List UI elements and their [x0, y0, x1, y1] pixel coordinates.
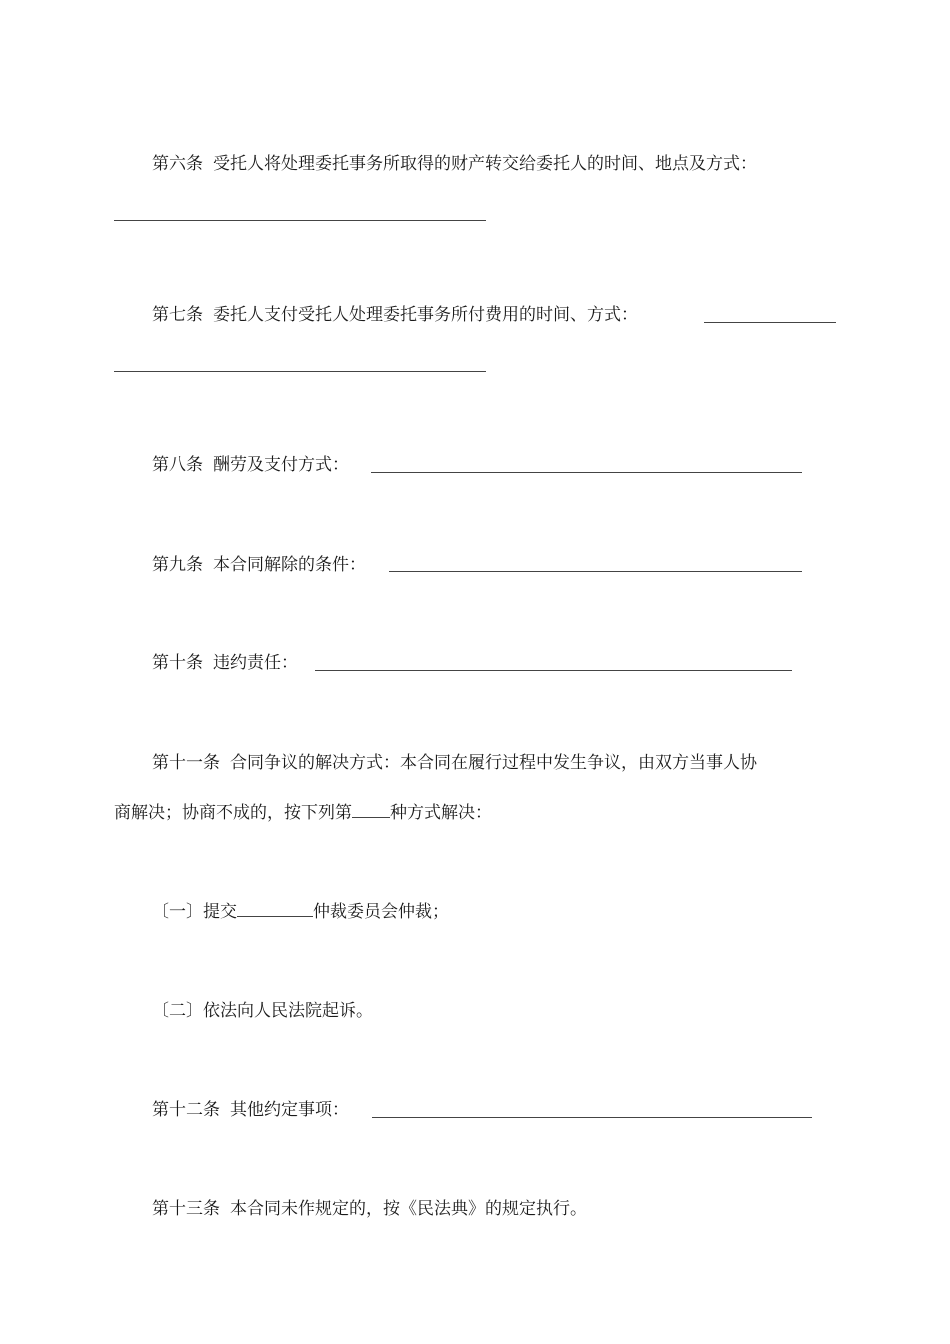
clause-10 — [152, 651, 298, 675]
clause-7 — [152, 303, 638, 327]
clause-12-number: 第十二条 — [152, 1100, 220, 1120]
clause-11-text-1: 合同争议的解决方式：本合同在履行过程中发生争议，由双方当事人协 — [230, 753, 757, 773]
clause-11-line-2 — [114, 801, 492, 825]
clause-9-number: 第九条 — [152, 555, 203, 575]
clause-11-text-2b: 种方式解决： — [390, 803, 492, 823]
option-1-suffix: 仲裁委员会仲裁； — [313, 902, 449, 922]
clause-11-number: 第十一条 — [152, 753, 220, 773]
clause-10-number: 第十条 — [152, 653, 203, 673]
clause-8-fill-line[interactable] — [371, 472, 802, 473]
clause-12 — [152, 1098, 349, 1122]
clause-7-fill-line-2[interactable] — [114, 371, 486, 372]
clause-9-fill-line[interactable] — [389, 571, 802, 572]
clause-13-number: 第十三条 — [152, 1199, 220, 1219]
clause-13-text: 本合同未作规定的，按《民法典》的规定执行。 — [230, 1199, 587, 1219]
clause-8-text: 酬劳及支付方式： — [213, 455, 349, 475]
clause-6 — [152, 152, 757, 176]
clause-10-text: 违约责任： — [213, 653, 298, 673]
clause-12-text: 其他约定事项： — [230, 1100, 349, 1120]
clause-11-line-1 — [152, 751, 757, 775]
clause-8-number: 第八条 — [152, 455, 203, 475]
clause-6-text: 受托人将处理委托事务所取得的财产转交给委托人的时间、地点及方式： — [213, 154, 757, 174]
arbitration-committee-blank[interactable] — [237, 902, 313, 917]
clause-7-text: 委托人支付受托人处理委托事务所付费用的时间、方式： — [213, 305, 638, 325]
clause-6-number: 第六条 — [152, 154, 203, 174]
clause-9-text: 本合同解除的条件： — [213, 555, 366, 575]
clause-13 — [152, 1197, 587, 1221]
clause-9 — [152, 553, 366, 577]
clause-7-fill-line-1[interactable] — [704, 322, 836, 323]
clause-11-choice-blank[interactable] — [352, 803, 390, 818]
clause-12-fill-line[interactable] — [372, 1117, 812, 1118]
clause-8 — [152, 453, 349, 477]
clause-6-fill-line[interactable] — [114, 220, 486, 221]
option-2 — [152, 999, 373, 1023]
option-1 — [152, 900, 449, 924]
option-2-text: 〔二〕依法向人民法院起诉。 — [152, 1001, 373, 1021]
option-1-prefix: 〔一〕提交 — [152, 902, 237, 922]
clause-11-text-2a: 商解决；协商不成的，按下列第 — [114, 803, 352, 823]
clause-7-number: 第七条 — [152, 305, 203, 325]
clause-10-fill-line[interactable] — [315, 670, 792, 671]
